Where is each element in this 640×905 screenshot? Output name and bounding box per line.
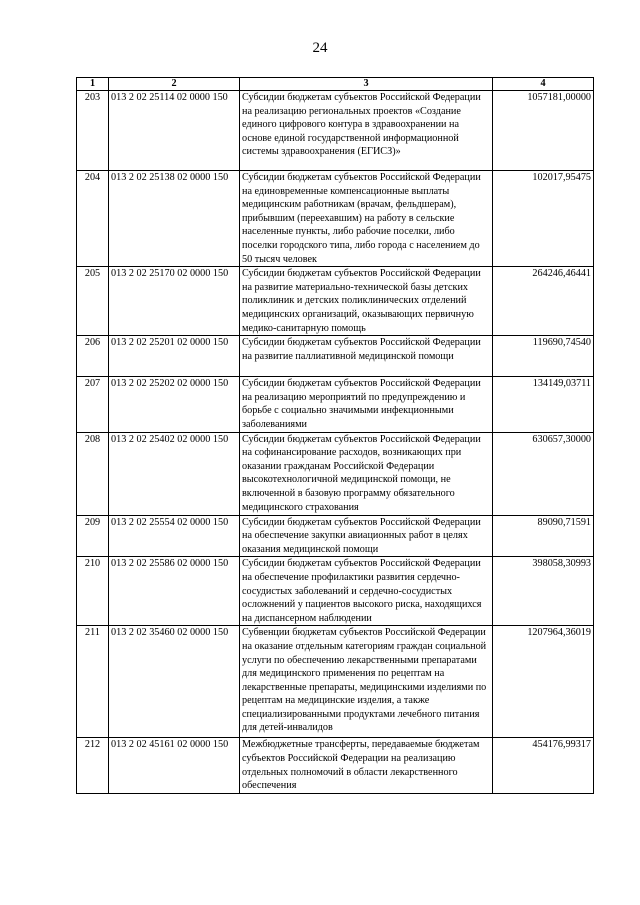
row-amount: 264246,46441 [493,267,594,336]
row-description: Субсидии бюджетам субъектов Российской Федерации на софинансирование расходов, возникающих при оказании гражданам Российской Федерации высокотехнологичной медицинской помощи, не включенной в базовую программу обязательного медицинского страхования [240,432,493,515]
budget-code: 013 2 02 25170 02 0000 150 [109,267,240,336]
row-amount: 630657,30000 [493,432,594,515]
table-row [77,515,594,557]
budget-code: 013 2 02 25402 02 0000 150 [109,432,240,515]
table-row [77,557,594,626]
table-row [77,377,594,432]
row-description: Субсидии бюджетам субъектов Российской Федерации на развитие материально-технической базы детских поликлиник и детских поликлинических отделений медицинских организаций, оказывающих первичную медико-санитарную помощь [240,267,493,336]
row-amount: 398058,30993 [493,557,594,626]
row-description: Субсидии бюджетам субъектов Российской Федерации на обеспечение закупки авиационных работ в целях оказания медицинской помощи [240,515,493,557]
column-header-2: 2 [109,78,240,91]
table-row [77,267,594,336]
budget-code: 013 2 02 25202 02 0000 150 [109,377,240,432]
row-number: 203 [77,91,109,171]
row-description: Субсидии бюджетам субъектов Российской Федерации на реализацию мероприятий по предупреждению и борьбе с социально значимыми инфекционными заболеваниями [240,377,493,432]
table-header [77,78,594,91]
table-row [77,432,594,515]
table-row [77,91,594,171]
row-amount: 102017,95475 [493,171,594,267]
row-description: Субсидии бюджетам субъектов Российской Федерации на реализацию региональных проектов «Создание единого цифрового контура в здравоохранении на основе единой государственной информационной системы здравоохранения (ЕГИСЗ)» [240,91,493,171]
budget-code: 013 2 02 25201 02 0000 150 [109,336,240,377]
row-amount: 119690,74540 [493,336,594,377]
budget-table [76,77,594,794]
row-amount: 1057181,00000 [493,91,594,171]
row-description: Межбюджетные трансферты, передаваемые бюджетам субъектов Российской Федерации на реализацию отдельных полномочий в области лекарственного обеспечения [240,738,493,794]
row-number: 207 [77,377,109,432]
column-header-1: 1 [77,78,109,91]
table-body [77,91,594,794]
row-number: 211 [77,626,109,738]
row-description: Субвенции бюджетам субъектов Российской Федерации на оказание отдельным категориям граждан социальной услуги по обеспечению лекарственными препаратами для медицинского применения по рецептам на лекарственные препараты, медицинскими изделиями по рецептам на медицинские изделия, а также специализированными продуктами лечебного питания для детей-инвалидов [240,626,493,738]
row-number: 210 [77,557,109,626]
row-description: Субсидии бюджетам субъектов Российской Федерации на единовременные компенсационные выплаты медицинским работникам (врачам, фельдшерам), прибывшим (переехавшим) на работу в сельские населенные пункты, либо рабочие поселки, либо поселки городского типа, либо города с населением до 50 тысяч человек [240,171,493,267]
table-row [77,626,594,738]
budget-code: 013 2 02 45161 02 0000 150 [109,738,240,794]
row-number: 212 [77,738,109,794]
row-description: Субсидии бюджетам субъектов Российской Федерации на обеспечение профилактики развития сердечно-сосудистых заболеваний и сердечно-сосудистых осложнений у пациентов высокого риска, находящихся на диспансерном наблюдении [240,557,493,626]
row-amount: 89090,71591 [493,515,594,557]
column-header-3: 3 [240,78,493,91]
row-description: Субсидии бюджетам субъектов Российской Федерации на развитие паллиативной медицинской помощи [240,336,493,377]
table-row [77,738,594,794]
budget-code: 013 2 02 25114 02 0000 150 [109,91,240,171]
row-number: 204 [77,171,109,267]
budget-code: 013 2 02 25138 02 0000 150 [109,171,240,267]
row-amount: 1207964,36019 [493,626,594,738]
row-number: 208 [77,432,109,515]
column-header-4: 4 [493,78,594,91]
row-amount: 454176,99317 [493,738,594,794]
page-number: 24 [312,40,328,56]
budget-code: 013 2 02 25586 02 0000 150 [109,557,240,626]
table-row [77,171,594,267]
row-number: 209 [77,515,109,557]
budget-code: 013 2 02 25554 02 0000 150 [109,515,240,557]
row-number: 206 [77,336,109,377]
table-row [77,336,594,377]
row-number: 205 [77,267,109,336]
header-row [77,78,594,91]
row-amount: 134149,03711 [493,377,594,432]
budget-code: 013 2 02 35460 02 0000 150 [109,626,240,738]
